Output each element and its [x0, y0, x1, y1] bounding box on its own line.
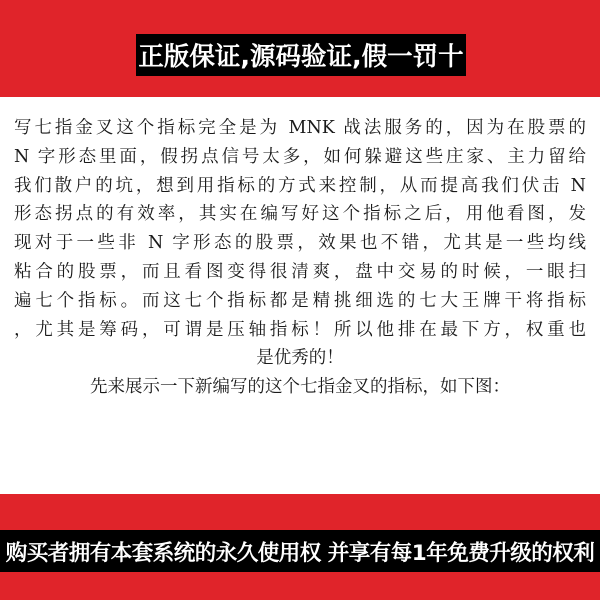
- article-body: [14, 114, 586, 402]
- article-line: 先来展示一下新编写的这个七指金叉的指标，如下图：: [90, 377, 510, 398]
- article-line: 遍七个指标。而这七个指标都是精挑细选的七大王牌干将指标: [14, 290, 586, 311]
- article-line: 写七指金叉这个指标完全是为 MNK 战法服务的，因为在股票的: [14, 118, 586, 138]
- guarantee-banner: 正版保证,源码验证,假一罚十: [136, 34, 466, 76]
- article-line: 粘合的股票，而且看图变得很清爽，盘中交易的时候，一眼扫: [14, 261, 586, 282]
- article-line: 我们散户的坑，想到用指标的方式来控制，从而提高我们伏击 N: [14, 175, 586, 196]
- article-line: ，尤其是筹码，可谓是压轴指标！所以他排在最下方，权重也: [14, 319, 586, 340]
- article-line: 形态拐点的有效率，其实在编写好这个指标之后，用他看图，发: [14, 204, 586, 225]
- license-banner: 购买者拥有本套系统的永久使用权 并享有每1年免费升级的权利: [0, 530, 600, 572]
- article-line: 是优秀的！: [256, 348, 344, 369]
- article-line: 现对于一些非 N 字形态的股票，效果也不错，尤其是一些均线: [14, 233, 586, 254]
- article-line: N 字形态里面，假拐点信号太多，如何躲避这些庄家、主力留给: [14, 146, 586, 167]
